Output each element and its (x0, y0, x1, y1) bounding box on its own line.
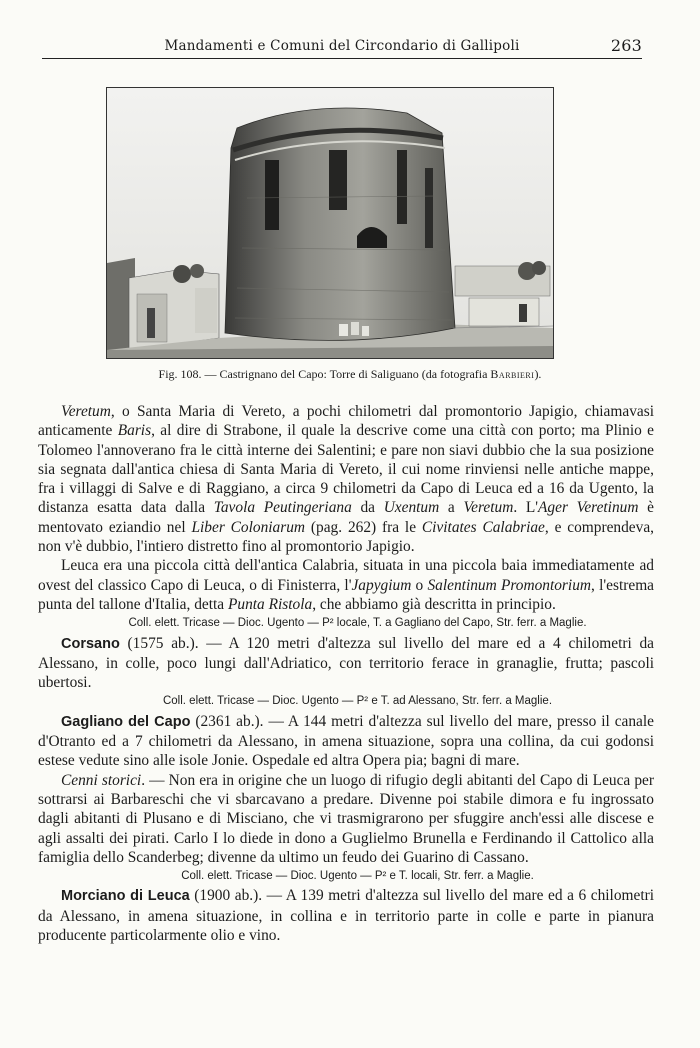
gagliano-entry: Gagliano del Capo (2361 ab.). — A 144 metri d'altezza sul livello del mare, presso il canale d'Otranto ed a 7 chilometri da Alessano, in amena situazione, sopra una collina, da cui godonsi estese vedute sino alle isole Jonie. Ospedale ed altra Opera pia; bagni di mare. (38, 712, 654, 770)
gagliano-coll-line: Coll. elett. Tricase — Dioc. Ugento — P² e T. locali, Str. ferr. a Maglie. (181, 870, 534, 883)
morciano-name: Morciano di Leuca (61, 888, 190, 905)
corsano-entry: Corsano (1575 ab.). — A 120 metri d'altezza sul livello del mare ed a 4 chilometri da Alessano, in colle, poco lungi dall'Adriatico, con territorio ferace in granaglie, frutta; pascoli ubertosi. (38, 634, 654, 692)
figure-caption: Fig. 108. — Castrignano del Capo: Torre di Saliguano (da fotografia Barbieri). (158, 367, 542, 381)
body-text (38, 402, 654, 945)
page-number: 263 (610, 36, 642, 55)
leuca-paragraph: Leuca era una piccola città dell'antica Calabria, situata in una piccola baia immediatamente ad ovest del classico Capo di Leuca, o di Finisterra, l'Japygium o Salentinum Promontorium, l'estrema punta del tallone d'Italia, detta Punta Ristola, che abbiamo già descritta in principio. (38, 557, 654, 613)
gagliano-name: Gagliano del Capo (61, 713, 191, 730)
morciano-entry: Morciano di Leuca (1900 ab.). — A 139 metri d'altezza sul livello del mare ed a 6 chilometri da Alessano, in amena situazione, in collina e in territorio parte in colle e parte in pianura producente particolarmente olio e vino. (38, 887, 654, 945)
gagliano-cenni-storici: Cenni storici. — Non era in origine che un luogo di rifugio degli abitanti del Capo di Leuca per sottrarsi ai Barbareschi che vi sbarcavano a predare. Divenne poi stabile dimora e fu ingrossato dagli abitanti di Plusano e di Misciano, che vi trasmigrarono per sfuggire anch'essi alle discese e agli assalti dei pirati. Carlo I lo diede in dono a Guglielmo Brunella e Ferdinando il Cattolico alla famiglia dello Scanderbeg; divenne da ultimo un feudo dei Guarino di Cassano. (38, 771, 654, 866)
veretum-paragraph: Veretum, o Santa Maria di Vereto, a pochi chilometri dal promontorio Japigio, chiamavasi anticamente Baris, al dire di Strabone, il quale la descrive come una città con porto; ma Plinio e Tolomeo l'annoverano fra le città interne dei Salentini; e pare non siavi dubbio che la sua posizione sia segnata dall'antica chiesa di Santa Maria di Vereto, il cui nome rinviensi nelle antiche mappe, fra i villaggi di Salve e di Raggiano, a circa 9 chilometri da Capo di Leuca ed a 16 da Ugento, la distanza esatta data dalla Tavola Peutingeriana da Uxentum a Veretum. L'Ager Veretinum è mentovato eziandio nel Liber Coloniarum (pag. 262) fra le Civitates Calabriae, e comprendeva, non v'è dubbio, l'intiero distretto fino al promontorio Japigio. (38, 403, 654, 556)
tower-photograph (106, 87, 554, 359)
leuca-coll-line: Coll. elett. Tricase — Dioc. Ugento — P² locale, T. a Gagliano del Capo, Str. ferr. a Maglie. (128, 617, 587, 630)
corsano-coll-line: Coll. elett. Tricase — Dioc. Ugento — P² e T. ad Alessano, Str. ferr. a Maglie. (162, 695, 553, 708)
running-title: Mandamenti e Comuni del Circondario di Gallipoli (164, 38, 520, 54)
corsano-name: Corsano (61, 635, 120, 652)
running-header (42, 36, 642, 59)
